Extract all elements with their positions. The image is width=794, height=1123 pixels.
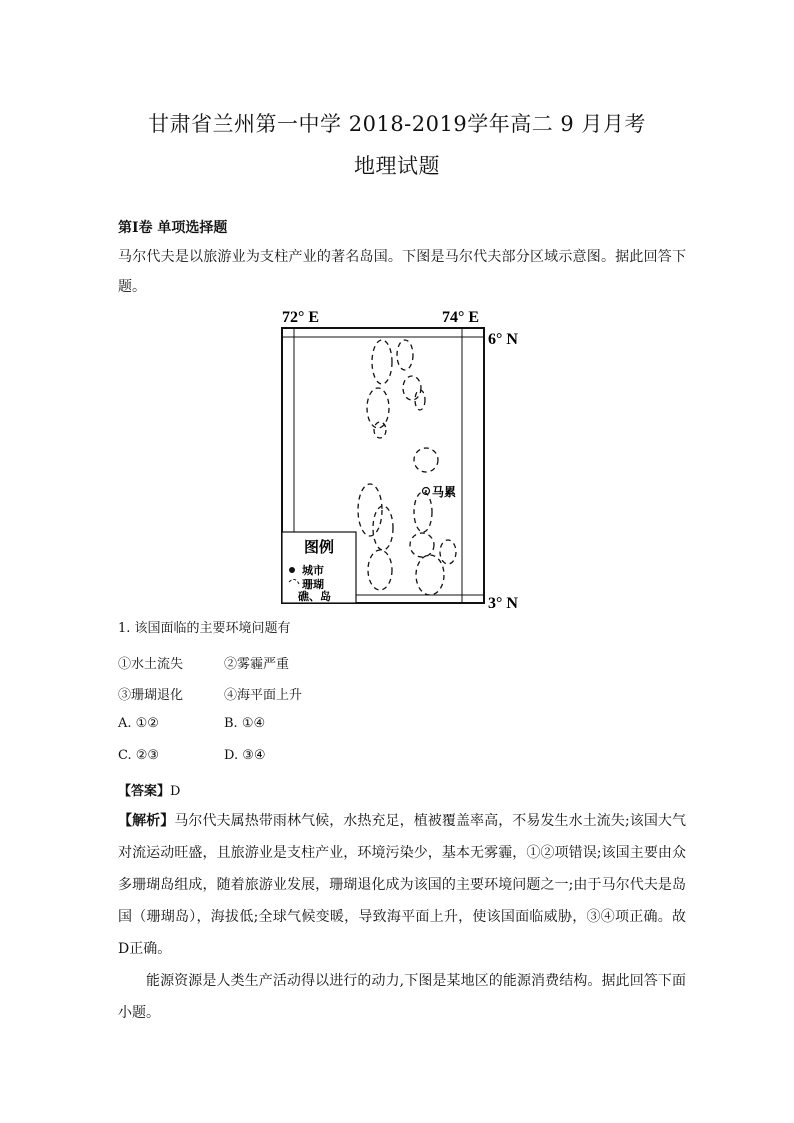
section-heading: 第Ⅰ卷 单项选择题 [118, 220, 228, 236]
lon-label-left: 72° E [282, 309, 320, 326]
legend-reef-label: 珊瑚 [302, 579, 324, 591]
option-a: A. ①② [118, 716, 159, 731]
legend-reef-label-2: 礁、岛 [298, 591, 331, 603]
intro-paragraph: 马尔代夫是以旅游业为支柱产业的著名岛国。下图是马尔代夫部分区域示意图。据此回答下题。 [118, 249, 686, 295]
answer-label: 【答案】 [118, 784, 171, 799]
exam-title: 甘肃省兰州第一中学 2018-2019学年高二 9 月月考 [148, 112, 646, 136]
atoll [358, 484, 382, 536]
analysis-text: 马尔代夫属热带雨林气候，水热充足，植被覆盖率高，不易发生水土流失;该国大气对流运动旺盛，且旅游业是支柱产业，环境污染少，基本无雾霾，①②项错误;该国主要由众多珊瑚岛组成，随着旅游业发展，珊瑚退化成为该国的主要环境问题之一;由于马尔代夫是岛国（珊瑚岛），海拔低;全球气候变暖，导致海平面上升，使该国面临威胁，③④项正确。故D正确。 [118, 813, 686, 957]
statement-4: ④海平面上升 [224, 688, 303, 703]
legend-title: 图例 [304, 540, 335, 556]
statement-2: ②雾霾严重 [224, 657, 290, 672]
statement-1: ①水土流失 [118, 657, 184, 672]
lat-label-top: 6° N [488, 331, 518, 348]
option-b: B. ①④ [224, 716, 266, 731]
atoll [416, 555, 444, 595]
atoll [373, 506, 393, 550]
atoll [415, 390, 425, 410]
energy-intro-paragraph: 能源资源是人类生产活动得以进行的动力,下图是某地区的能源消费结构。据此回答下面小题。 [118, 973, 686, 1021]
legend-city-symbol [289, 567, 295, 573]
atoll [372, 340, 392, 384]
maldives-map [270, 300, 540, 615]
answer-line [118, 780, 180, 799]
lon-label-right: 74° E [442, 309, 480, 326]
legend-city-label: 城市 [302, 565, 324, 577]
atoll [374, 422, 386, 438]
atoll [410, 533, 434, 557]
atoll-group [358, 340, 456, 595]
city-label: 马累 [432, 485, 457, 499]
statement-3: ③珊瑚退化 [118, 688, 184, 703]
analysis-label: 【解析】 [118, 813, 175, 829]
atoll [414, 492, 432, 532]
exam-subject: 地理试题 [354, 154, 440, 178]
atoll [368, 550, 392, 590]
atoll [414, 448, 438, 472]
analysis-paragraph [118, 805, 686, 965]
answer-value: D [170, 784, 181, 799]
atoll [440, 540, 456, 564]
lat-label-bottom: 3° N [488, 595, 518, 612]
question-1-stem: 1. 该国面临的主要环境问题有 [118, 621, 291, 636]
atoll [397, 340, 413, 370]
option-d: D. ③④ [224, 748, 266, 763]
option-c: C. ②③ [118, 748, 160, 763]
atoll [403, 376, 421, 400]
